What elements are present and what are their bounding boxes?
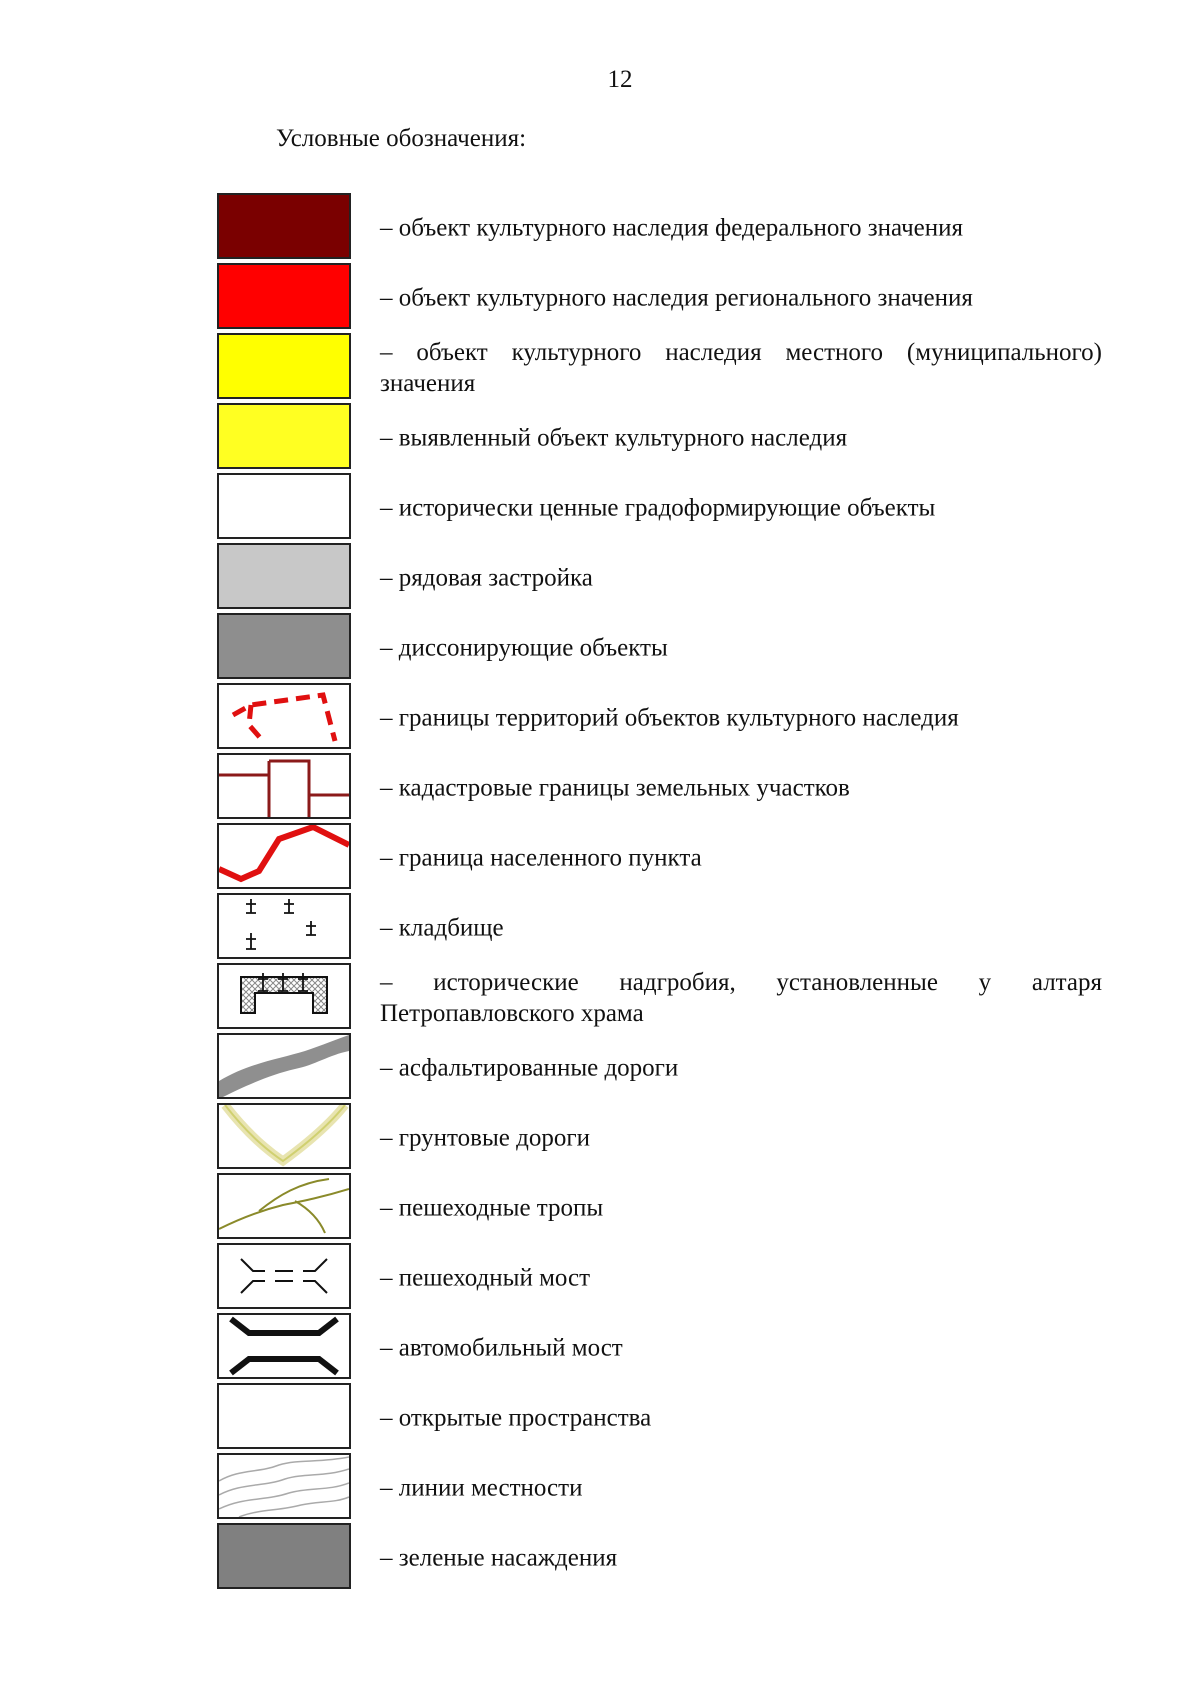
legend-item-local-heritage [217, 333, 1117, 403]
legend-item-label: – рядовая застройка [380, 564, 593, 592]
legend-item-label: – диссонирующие объекты [380, 634, 668, 662]
open-spaces-swatch [217, 1383, 351, 1449]
cadastral-lines-icon [219, 755, 349, 817]
legend-item-label: – исторические надгробия, установленные у алтаря Петропавловского храма [380, 969, 1102, 1027]
dashed-boundary-icon [219, 685, 349, 747]
legend-item-label: – границы территорий объектов культурного наследия [380, 704, 959, 732]
legend-item-label: – объект культурного наследия федерального значения [380, 214, 964, 242]
cross-grave-icon [219, 895, 349, 957]
legend-item-label: – исторически ценные градоформирующие объекты [380, 494, 936, 522]
terrain-lines-symbol [217, 1453, 351, 1519]
legend-item-label: – пешеходные тропы [380, 1194, 604, 1222]
dirt-road-icon [219, 1105, 349, 1167]
legend-item-label: – линии местности [380, 1474, 583, 1502]
legend-item-settlement-boundary [217, 823, 1117, 893]
legend-item-label: – пешеходный мост [380, 1264, 591, 1292]
legend-item-label: – граница населенного пункта [380, 844, 702, 872]
identified-heritage-swatch [217, 403, 351, 469]
cemetery-symbol [217, 893, 351, 959]
page-number: 12 [607, 66, 633, 93]
legend-item-label: – объект культурного наследия местного (муниципального) значения [380, 339, 1102, 397]
legend-item-label: – асфальтированные дороги [380, 1054, 679, 1082]
asphalt-roads-symbol [217, 1033, 351, 1099]
terrain-lines-icon [219, 1455, 349, 1517]
legend-item-historic-tombstones [217, 963, 1117, 1033]
footpath-icon [219, 1175, 349, 1237]
legend-item-cemetery [217, 893, 1117, 963]
legend-item-identified-heritage [217, 403, 1117, 473]
settlement-boundary-symbol [217, 823, 351, 889]
federal-heritage-swatch [217, 193, 351, 259]
legend-title: Условные обозначения: [276, 125, 527, 152]
legend-item-heritage-territory-boundary [217, 683, 1117, 753]
regional-heritage-swatch [217, 263, 351, 329]
legend-item-ordinary-buildings [217, 543, 1117, 613]
historic-objects-swatch [217, 473, 351, 539]
footpaths-symbol [217, 1173, 351, 1239]
settlement-boundary-icon [219, 825, 349, 887]
pedestrian-bridge-symbol [217, 1243, 351, 1309]
legend-item-dissonant-objects [217, 613, 1117, 683]
historic-tombstones-symbol [217, 963, 351, 1029]
local-heritage-swatch [217, 333, 351, 399]
cadastral-boundaries-symbol [217, 753, 351, 819]
car-bridge-icon [219, 1315, 349, 1377]
legend-item-label: – зеленые насаждения [380, 1544, 618, 1572]
ordinary-buildings-swatch [217, 543, 351, 609]
legend-item-pedestrian-bridge [217, 1243, 1117, 1313]
dissonant-objects-swatch [217, 613, 351, 679]
legend-item-label: – кадастровые границы земельных участков [380, 774, 850, 802]
legend-item-label: – кладбище [380, 914, 504, 942]
legend-item-label: – открытые пространства [380, 1404, 652, 1432]
legend-item-label: – грунтовые дороги [380, 1124, 590, 1152]
dirt-roads-symbol [217, 1103, 351, 1169]
pedestrian-bridge-icon [219, 1245, 349, 1307]
green-plantings-swatch [217, 1523, 351, 1589]
asphalt-road-icon [219, 1035, 349, 1097]
legend-item-cadastral-boundaries [217, 753, 1117, 823]
legend-item-green-plantings [217, 1523, 1117, 1593]
legend-item-label: – автомобильный мост [380, 1334, 623, 1362]
legend-item-regional-heritage [217, 263, 1117, 333]
legend-item-label: – выявленный объект культурного наследия [380, 424, 848, 452]
legend-item-dirt-roads [217, 1103, 1117, 1173]
legend-item-label: – объект культурного наследия регионального значения [380, 284, 973, 312]
legend-item-car-bridge [217, 1313, 1117, 1383]
legend-item-asphalt-roads [217, 1033, 1117, 1103]
legend-item-open-spaces [217, 1383, 1117, 1453]
legend-item-terrain-lines [217, 1453, 1117, 1523]
legend-item-federal-heritage [217, 193, 1117, 263]
car-bridge-symbol [217, 1313, 351, 1379]
legend-item-footpaths [217, 1173, 1117, 1243]
tombstones-icon [219, 965, 349, 1027]
heritage-boundary-symbol [217, 683, 351, 749]
legend-item-historic-objects [217, 473, 1117, 543]
